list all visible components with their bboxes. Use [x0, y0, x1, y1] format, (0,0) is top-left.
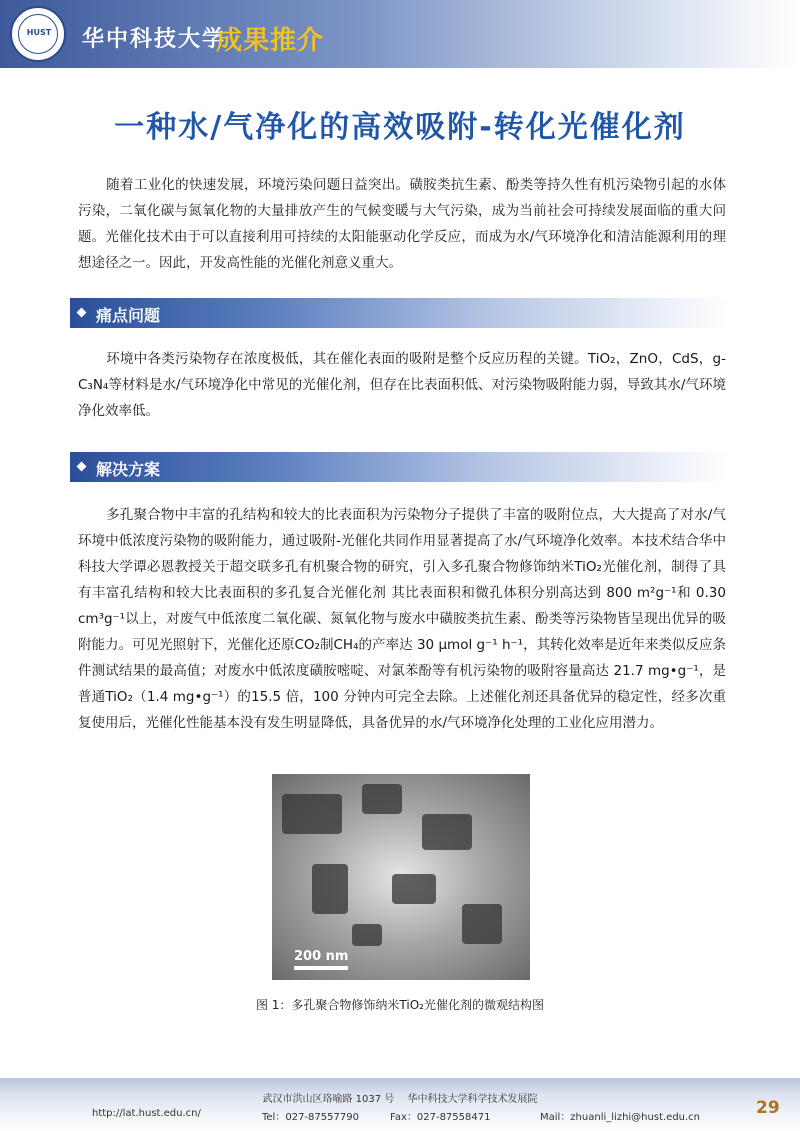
logo-emblem — [18, 14, 58, 54]
section-tag: 成果推介 — [216, 26, 325, 56]
footer-address: 武汉市洪山区珞喻路 1037 号 华中科技大学科学技术发展院 — [262, 1094, 538, 1105]
intro-text: 随着工业化的快速发展，环境污染问题日益突出。磺胺类抗生素、酚类等持久性有机污染物引起的水体污染，二氧化碳与氮氧化物的大量排放产生的气候变暖与大气污染，成为当前社会可持续发展面临的重大问题。光催化技术由于可以直接利用可持续的太阳能驱动化学反应，而成为水/气环境净化和清洁能源利用的理想途径之一。因此，开发高性能的光催化剂意义重大。 — [78, 177, 726, 271]
particle-shape — [312, 864, 348, 914]
university-logo — [10, 6, 66, 62]
scale-bar — [294, 966, 348, 970]
solution-paragraph — [78, 502, 726, 736]
section-heading: 解决方案 — [96, 460, 161, 479]
pain-points-paragraph — [78, 346, 726, 424]
university-name: 华中科技大学 — [82, 26, 227, 52]
footer-website-link[interactable]: http://lat.hust.edu.cn/ — [92, 1108, 201, 1119]
section-bar-pain-points — [70, 298, 730, 328]
footer-fax: Fax：027-87558471 — [390, 1112, 491, 1123]
diamond-bullet-icon — [77, 308, 87, 318]
particle-shape — [392, 874, 436, 904]
section-heading: 痛点问题 — [96, 306, 161, 325]
pain-points-text: 环境中各类污染物存在浓度极低，其在催化表面的吸附是整个反应历程的关键。TiO₂，ZnO，CdS，g-C₃N₄等材料是水/气环境净化中常见的光催化剂，但存在比表面积低、对污染物吸附能力弱，导致其水/气环境净化效率低。 — [78, 351, 726, 419]
tem-micrograph-image — [272, 774, 530, 980]
particle-shape — [462, 904, 502, 944]
footer-tel: Tel：027-87557790 — [262, 1112, 359, 1123]
scale-bar-label: 200 nm — [294, 949, 349, 964]
page-number: 29 — [756, 1098, 780, 1118]
intro-paragraph — [78, 172, 726, 276]
logo-text: HUST — [26, 28, 52, 37]
figure-caption: 图 1：多孔聚合物修饰纳米TiO₂光催化剂的微观结构图 — [255, 998, 544, 1012]
section-bar-solution — [70, 452, 730, 482]
solution-text: 多孔聚合物中丰富的孔结构和较大的比表面积为污染物分子提供了丰富的吸附位点，大大提高了对水/气环境中低浓度污染物的吸附能力，通过吸附-光催化共同作用显著提高了水/气环境净化效率。本技术结合华中科技大学谭必恩教授关于超交联多孔有机聚合物的研究，引入多孔聚合物修饰纳米TiO₂光催化剂，制得了具有丰富孔结构和较大比表面积的多孔复合光催化剂 其比表面积和微孔体积分别高达到 800 m²g⁻¹和 0.30 cm³g⁻¹以上，对废气中低浓度二氧化碳、氮氧化物与废水中磺胺类抗生素、酚类等污染物皆呈现出优异的吸附能力。可见光照射下，光催化还原CO₂制CH₄的产率达 30 μmol g⁻¹ h⁻¹，其转化效率是近年来类似反应条件测试结果的最高值；对废水中低浓度磺胺嘧啶、对氯苯酚等有机污染物的吸附容量高达 21.7 mg•g⁻¹，是普通TiO₂（1.4 mg•g⁻¹）的15.5 倍，100 分钟内可完全去除。上述催化剂还具备优异的稳定性，经多次重复使用后，光催化性能基本没有发生明显降低，具备优异的水/气环境净化处理的工业化应用潜力。 — [78, 507, 726, 731]
particle-shape — [282, 794, 342, 834]
particle-shape — [422, 814, 472, 850]
diamond-bullet-icon — [77, 462, 87, 472]
page-header — [0, 0, 800, 68]
particle-shape — [362, 784, 402, 814]
footer-mail-link[interactable]: Mail：zhuanli_lizhi@hust.edu.cn — [540, 1112, 701, 1123]
page-title: 一种水/气净化的高效吸附-转化光催化剂 — [114, 110, 686, 145]
particle-shape — [352, 924, 382, 946]
